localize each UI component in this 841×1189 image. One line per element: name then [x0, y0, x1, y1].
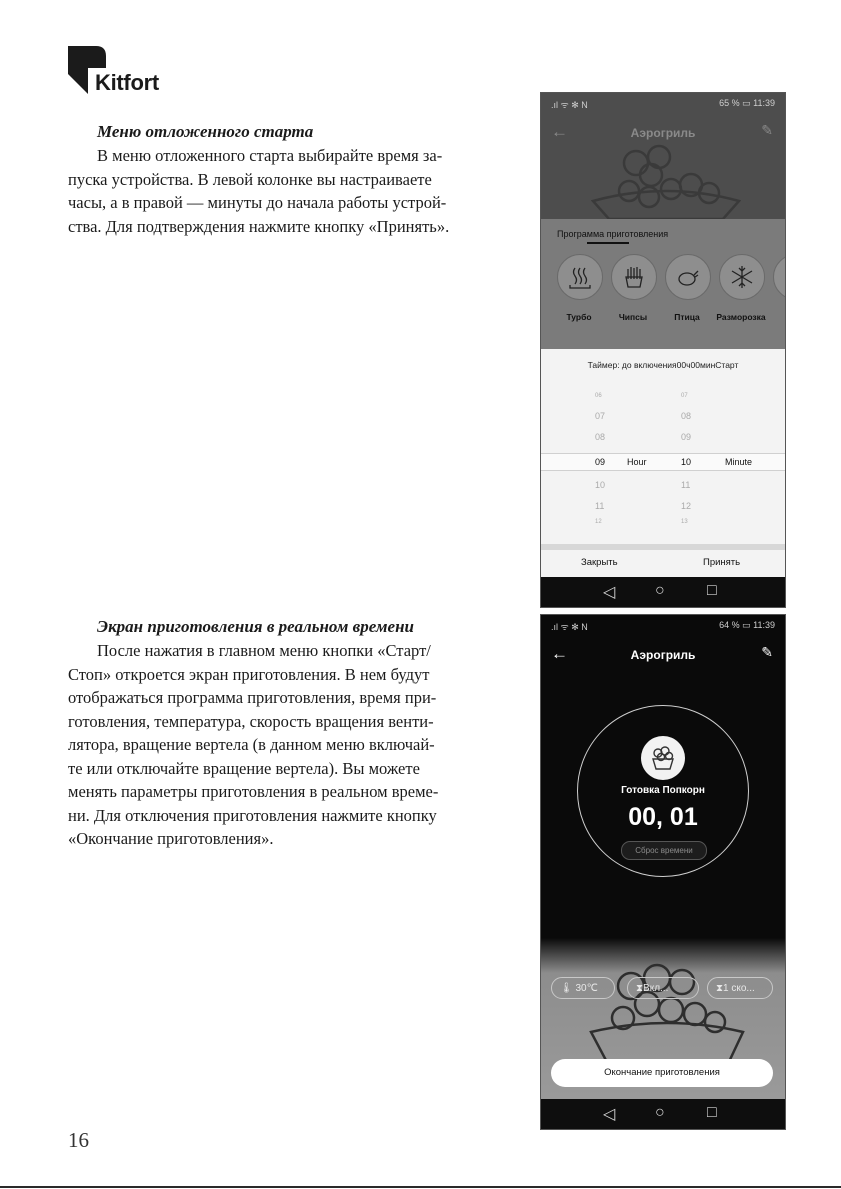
hour-option[interactable]: 08: [595, 432, 606, 442]
text-line: После нажатия в главном меню кнопки «Старт/: [97, 641, 431, 660]
hour-option[interactable]: 10: [595, 480, 606, 490]
status-bar: [541, 615, 785, 635]
timer-title: Таймер: до включения00ч00минСтарт: [587, 360, 739, 370]
popcorn-program-avatar: [641, 736, 685, 780]
program-chips-button[interactable]: [611, 254, 657, 300]
tab-cooking-program[interactable]: Программа приготовления: [557, 229, 669, 239]
android-nav-bar: [541, 1099, 785, 1129]
back-arrow-icon[interactable]: ←: [551, 644, 568, 663]
hourglass-icon: ⧗: [716, 983, 724, 994]
popcorn-bowl-icon: [591, 141, 741, 219]
app-title: Аэрогриль: [630, 648, 696, 662]
program-label: Разморозка: [716, 312, 766, 322]
hour-selected[interactable]: 09: [595, 457, 606, 467]
text-line: В меню отложенного старта выбирайте время за-: [97, 146, 443, 165]
fan-speed-value: 1 ско...: [723, 983, 755, 994]
hour-option[interactable]: 11: [595, 501, 605, 511]
section-title-realtime-cooking: Экран приготовления в реальном времени: [97, 617, 414, 636]
cooking-time: 00, 01: [628, 803, 698, 831]
minute-option[interactable]: 07: [681, 393, 688, 399]
section-title-delayed-start: Меню отложенного старта: [97, 122, 314, 141]
edit-pencil-icon[interactable]: ✎: [761, 644, 773, 660]
thermometer-icon: 🌡︎: [560, 983, 576, 994]
program-label: Турбо: [566, 312, 592, 322]
delayed-start-screenshot: [540, 92, 786, 608]
bottom-rule: [0, 1186, 841, 1188]
hour-option[interactable]: 07: [595, 411, 606, 421]
program-more-button[interactable]: [773, 254, 786, 300]
rotation-value: Вкл...: [643, 983, 669, 994]
text-line: часы, а в правой — минуты до начала работы устрой-: [68, 193, 447, 212]
popcorn-bowl-icon: [587, 958, 747, 1068]
popcorn-icon: [641, 736, 685, 780]
minute-option[interactable]: 09: [681, 432, 692, 442]
nav-recents-icon[interactable]: □: [707, 1104, 717, 1121]
battery-time-status: 64 % ▭ 11:39: [719, 620, 775, 630]
minute-option[interactable]: 08: [681, 411, 692, 421]
nav-recents-icon[interactable]: □: [707, 582, 717, 599]
program-label: Чипсы: [618, 312, 648, 322]
minute-option[interactable]: 13: [681, 519, 688, 525]
hour-option[interactable]: 12: [595, 519, 602, 525]
page-number: 16: [68, 1128, 89, 1152]
temperature-value: 30℃: [575, 983, 598, 994]
snowflake-icon: [730, 265, 754, 289]
minute-unit-label: Minute: [725, 457, 753, 467]
text-line: пуска устройства. В левой колонке вы настраиваете: [68, 169, 432, 189]
minute-selected[interactable]: 10: [681, 457, 692, 467]
chicken-icon: [676, 265, 700, 289]
finish-cooking-button[interactable]: Окончание приготовления: [551, 1059, 773, 1087]
signal-status: .ıl ᯤ ✻ N: [551, 100, 588, 110]
minute-option[interactable]: 11: [681, 480, 691, 490]
nav-back-icon[interactable]: ◁: [603, 1106, 616, 1123]
fries-icon: [622, 265, 646, 289]
section-delayed-start-text: [68, 144, 526, 238]
text-line: Стоп» откроется экран приготовления. В нем будут: [68, 664, 430, 684]
app-title: Аэрогриль: [630, 126, 696, 140]
back-arrow-icon[interactable]: ←: [551, 122, 568, 141]
heat-waves-icon: [568, 265, 592, 289]
text-line: те или отключайте вращение вертела). Вы можете: [68, 758, 420, 778]
reset-time-button[interactable]: Сброс времени: [621, 841, 707, 860]
program-poultry-button[interactable]: [665, 254, 711, 300]
program-card: [541, 219, 785, 349]
text-line: отображаться программа приготовления, время при-: [68, 688, 437, 707]
brand-name: Kitfort: [95, 70, 159, 95]
program-defrost-button[interactable]: [719, 254, 765, 300]
text-line: готовления, температура, скорость вращения венти-: [68, 711, 434, 731]
close-button[interactable]: Закрыть: [581, 557, 618, 568]
rotation-chip[interactable]: [627, 977, 699, 999]
text-line: ни. Для отключения приготовления нажмите кнопку: [68, 805, 437, 825]
text-line: ства. Для подтверждения нажмите кнопку «Принять».: [68, 216, 450, 236]
program-label: Птица: [674, 312, 700, 322]
text-line: «Окончание приготовления».: [68, 829, 274, 848]
realtime-cooking-screenshot: [540, 614, 786, 1130]
hour-option[interactable]: 06: [595, 393, 602, 399]
nav-home-icon[interactable]: ○: [655, 582, 665, 599]
hourglass-icon: ⧗: [636, 983, 644, 994]
text-line: лятора, вращение вертела (в данном меню включай-: [68, 735, 435, 754]
android-nav-bar: [541, 577, 785, 607]
text-line: менять параметры приготовления в реальном време-: [68, 782, 439, 801]
edit-pencil-icon[interactable]: ✎: [761, 122, 773, 138]
program-turbo-button[interactable]: [557, 254, 603, 300]
hour-unit-label: Hour: [627, 457, 647, 467]
fan-speed-chip[interactable]: [707, 977, 773, 999]
section-realtime-text: [68, 639, 526, 851]
sheet-divider: [541, 544, 785, 550]
minute-option[interactable]: 12: [681, 501, 692, 511]
temperature-chip[interactable]: [551, 977, 615, 999]
timer-sheet: [541, 349, 785, 577]
battery-time-status: 65 % ▭ 11:39: [719, 98, 775, 108]
tab-underline: [587, 242, 629, 244]
accept-button[interactable]: Принять: [703, 557, 741, 568]
cooking-program-name: Готовка Попкорн: [621, 785, 705, 796]
status-bar: [541, 93, 785, 113]
signal-status: .ıl ᯤ ✻ N: [551, 622, 588, 632]
nav-back-icon[interactable]: ◁: [603, 584, 616, 601]
nav-home-icon[interactable]: ○: [655, 1104, 665, 1121]
